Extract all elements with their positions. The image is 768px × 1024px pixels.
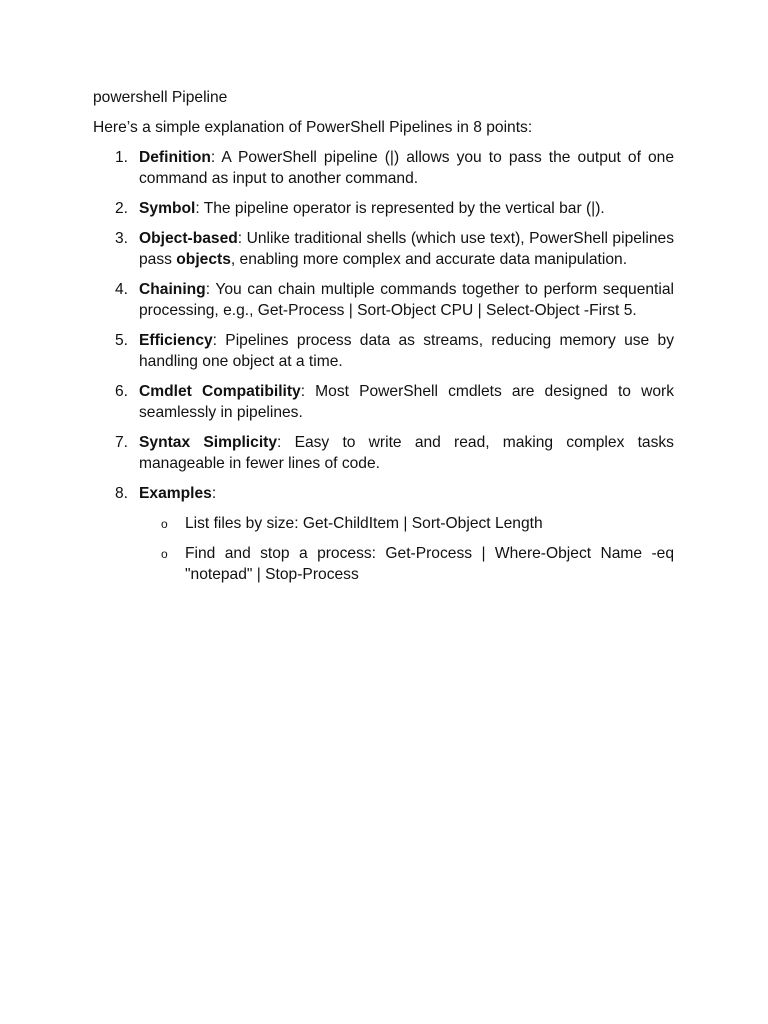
list-term: Symbol [139,200,196,217]
example-item [139,513,674,534]
list-term: Examples [139,485,212,502]
list-term: Syntax Simplicity [139,434,278,451]
list-number: 6. [115,383,129,400]
list-text: : The pipeline operator is represented by the vertical bar (|). [195,200,605,217]
list-item [93,381,674,423]
list-number: 8. [115,485,129,502]
list-item [93,330,674,372]
list-number: 3. [115,230,129,247]
list-number: 7. [115,434,129,451]
list-term: Object-based [139,230,238,247]
points-list [93,147,674,585]
list-number: 5. [115,332,129,349]
list-term: Cmdlet Compatibility [139,383,301,400]
list-term: Chaining [139,281,206,298]
list-text: : Unlike traditional shells (which use text), PowerShell pipelines pass [139,230,674,268]
list-item [93,228,674,270]
circle-bullet-icon: o [161,517,168,531]
example-text: Find and stop a process: Get-Process | Where-Object Name -eq "notepad" | Stop-Process [185,545,674,583]
document-body [93,87,674,594]
list-item [93,432,674,474]
list-emphasis: objects [176,251,231,268]
list-text: : Easy to write and read, making complex tasks manageable in fewer lines of code. [139,434,674,472]
example-item [139,543,674,585]
list-text: : Most PowerShell cmdlets are designed to work seamlessly in pipelines. [139,383,674,421]
examples-list [139,513,674,585]
list-text: : You can chain multiple commands together to perform sequential processing, e.g., Get-Process | Sort-Object CPU | Select-Object -First 5. [139,281,674,319]
list-item [93,147,674,189]
circle-bullet-icon: o [161,547,168,561]
list-item [93,198,674,219]
intro-paragraph: Here’s a simple explanation of PowerShell Pipelines in 8 points: [93,119,533,136]
list-term: Efficiency [139,332,213,349]
list-text: , enabling more complex and accurate data manipulation. [230,251,628,268]
list-item [93,279,674,321]
document-title: powershell Pipeline [93,89,228,106]
list-number: 4. [115,281,129,298]
list-text: : A PowerShell pipeline (|) allows you to pass the output of one command as input to another command. [139,149,674,187]
example-text: List files by size: Get-ChildItem | Sort-Object Length [185,515,543,532]
list-number: 1. [115,149,129,166]
list-term: Definition [139,149,211,166]
list-text: : [211,485,217,502]
list-text: : Pipelines process data as streams, reducing memory use by handling one object at a time. [139,332,674,370]
list-item [93,483,674,585]
list-number: 2. [115,200,129,217]
